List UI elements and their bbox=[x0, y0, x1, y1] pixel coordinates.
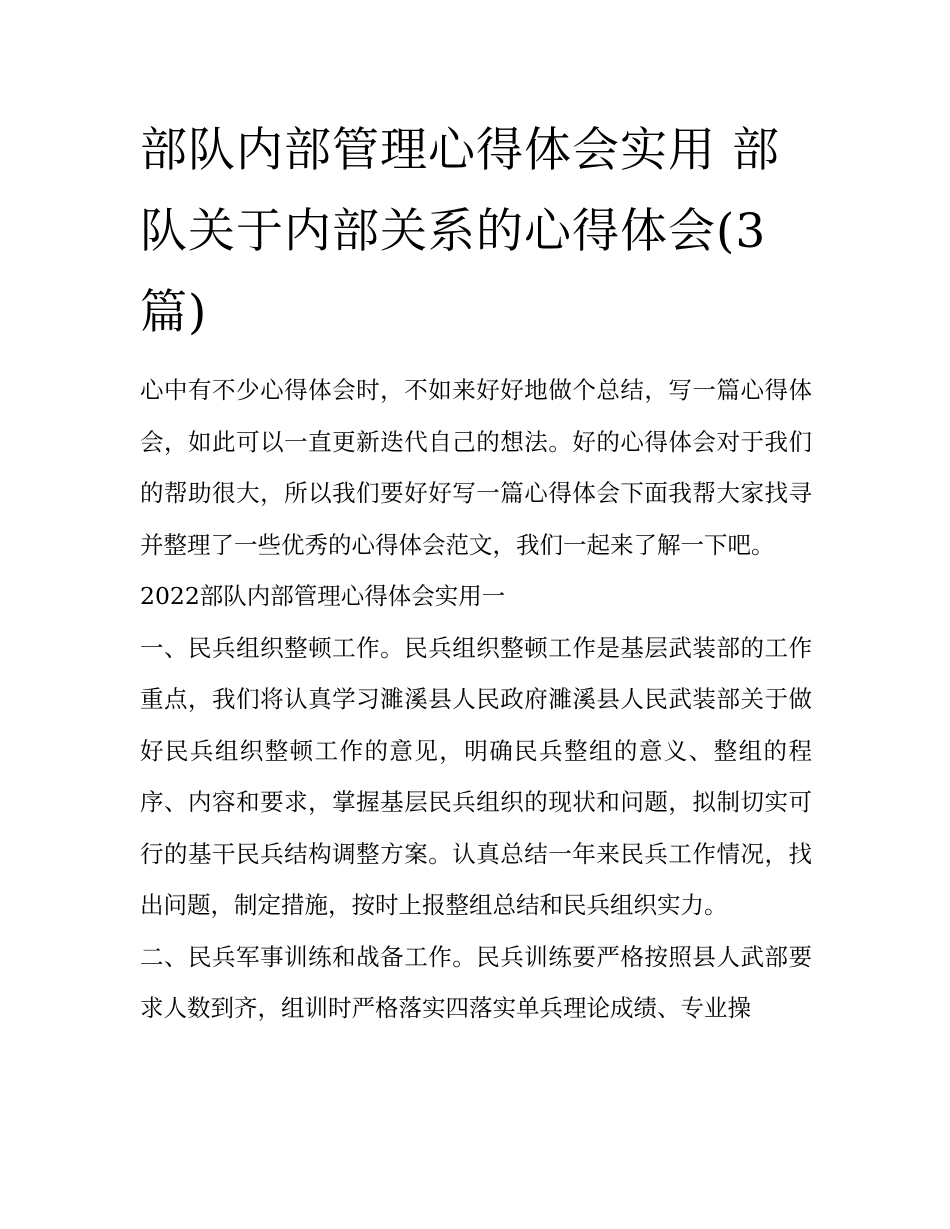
body-paragraph-1: 一、民兵组织整顿工作。民兵组织整顿工作是基层武装部的工作重点，我们将认真学习濉溪县人民政府濉溪县人民武装部关于做好民兵组织整顿工作的意见，明确民兵整组的意义、整组的程序、内容和要求，掌握基层民兵组织的现状和问题，拟制切实可行的基干民兵结构调整方案。认真总结一年来民兵工作情况，找出问题，制定措施，按时上报整组总结和民兵组织实力。 bbox=[140, 633, 812, 919]
body-paragraph-2: 二、民兵军事训练和战备工作。民兵训练要严格按照县人武部要求人数到齐，组训时严格落实四落实单兵理论成绩、专业操 bbox=[140, 942, 812, 1022]
document-title: 部队内部管理心得体会实用 部队关于内部关系的心得体会(3篇) bbox=[140, 123, 780, 340]
intro-paragraph: 心中有不少心得体会时，不如来好好地做个总结，写一篇心得体会，如此可以一直更新迭代自己的想法。好的心得体会对于我们的帮助很大，所以我们要好好写一篇心得体会下面我帮大家找寻并整理了一些优秀的心得体会范文，我们一起来了解一下吧。 bbox=[140, 376, 812, 559]
document-page bbox=[140, 110, 812, 1035]
section-heading: 2022部队内部管理心得体会实用一 bbox=[140, 582, 506, 610]
